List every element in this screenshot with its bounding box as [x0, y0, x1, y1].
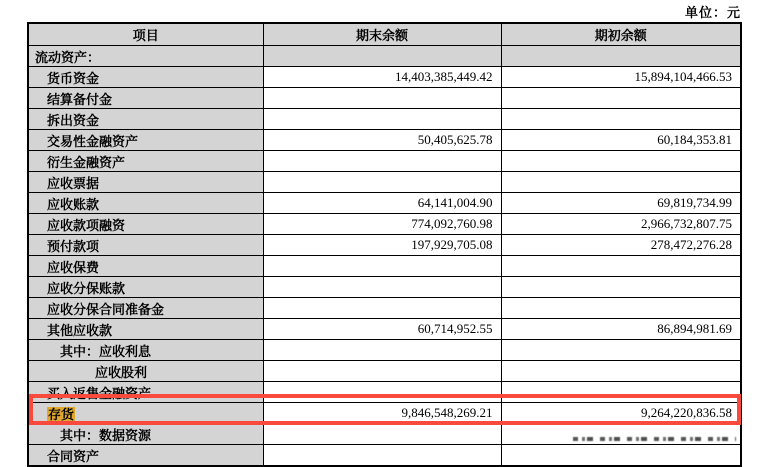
- table-row: [28, 256, 741, 277]
- row-label-cell: [28, 445, 263, 467]
- table-row: [28, 193, 741, 214]
- cell-beginning-balance: [501, 151, 741, 172]
- cell-ending-balance: 197,929,705.08: [263, 235, 501, 256]
- table-row: [28, 445, 741, 467]
- cell-beginning-balance: 86,894,981.69: [501, 319, 741, 340]
- cell-ending-balance: 14,403,385,449.42: [263, 67, 501, 88]
- cell-ending-balance: [263, 88, 501, 109]
- row-label: 其中：应收利息: [60, 343, 152, 359]
- row-label-cell: [28, 340, 263, 361]
- row-label: 合同资产: [47, 448, 100, 464]
- table-row: [28, 424, 741, 445]
- row-label-cell: [28, 193, 263, 214]
- cell-beginning-balance: [501, 340, 741, 361]
- row-label: 拆出资金: [47, 112, 100, 128]
- cell-ending-balance: [263, 424, 501, 445]
- cell-beginning-balance: [501, 298, 741, 319]
- row-label-cell: [28, 361, 263, 382]
- row-label: 结算备付金: [47, 91, 113, 107]
- cell-ending-balance: [263, 298, 501, 319]
- row-label-cell: [28, 67, 263, 88]
- row-label: 流动资产：: [35, 49, 101, 65]
- table-row: [28, 46, 741, 67]
- cell-beginning-balance: [501, 361, 741, 382]
- table-row: [28, 88, 741, 109]
- row-label: 货币资金: [47, 70, 100, 86]
- cell-beginning-balance: 69,819,734.99: [501, 193, 741, 214]
- cell-ending-balance: [263, 46, 501, 67]
- cell-beginning-balance: [501, 382, 741, 403]
- cell-ending-balance: 9,846,548,269.21: [263, 403, 501, 424]
- row-label-cell: [28, 235, 263, 256]
- row-label-cell: [28, 130, 263, 151]
- cell-beginning-balance: [501, 445, 741, 467]
- table-row: [28, 67, 741, 88]
- table-row: [28, 382, 741, 403]
- row-label: 应收分保账款: [47, 280, 126, 296]
- cell-beginning-balance: [501, 172, 741, 193]
- row-label-cell: [28, 277, 263, 298]
- cell-beginning-balance: [501, 88, 741, 109]
- row-label: 应收分保合同准备金: [47, 301, 165, 317]
- cell-beginning-balance: [501, 424, 741, 445]
- cell-beginning-balance: [501, 46, 741, 67]
- unit-label: 单位：元: [684, 5, 741, 20]
- row-label-cell: [28, 403, 263, 424]
- col-header-beginning-balance: 期初余额: [501, 23, 741, 46]
- cell-ending-balance: 50,405,625.78: [263, 130, 501, 151]
- cell-ending-balance: [263, 445, 501, 467]
- row-label: 买入返售金融资产: [47, 385, 152, 401]
- row-label-cell: [28, 172, 263, 193]
- cell-ending-balance: [263, 382, 501, 403]
- row-label-cell: [28, 382, 263, 403]
- table-row: [28, 172, 741, 193]
- table-row: [28, 235, 741, 256]
- row-label: 其中：数据资源: [60, 427, 152, 443]
- cell-ending-balance: 60,714,952.55: [263, 319, 501, 340]
- cell-beginning-balance: 278,472,276.28: [501, 235, 741, 256]
- cell-ending-balance: 64,141,004.90: [263, 193, 501, 214]
- row-label-cell: [28, 214, 263, 235]
- table-row: [28, 340, 741, 361]
- row-label: 衍生金融资产: [47, 154, 126, 170]
- row-label-cell: [28, 88, 263, 109]
- cell-ending-balance: [263, 277, 501, 298]
- row-label-cell: [28, 109, 263, 130]
- row-label: 交易性金融资产: [47, 133, 139, 149]
- row-label-cell: [28, 151, 263, 172]
- row-label: 应收保费: [47, 259, 100, 275]
- table-row: [28, 403, 741, 424]
- row-label-cell: [28, 424, 263, 445]
- cell-ending-balance: [263, 361, 501, 382]
- row-label-cell: [28, 46, 263, 67]
- cell-ending-balance: [263, 340, 501, 361]
- financial-table: [27, 22, 742, 467]
- row-label-cell: [28, 256, 263, 277]
- cell-ending-balance: [263, 109, 501, 130]
- table-row: [28, 151, 741, 172]
- table-row: [28, 361, 741, 382]
- col-header-ending-balance: 期末余额: [263, 23, 501, 46]
- row-label: 应收款项融资: [47, 217, 126, 233]
- cell-beginning-balance: [501, 277, 741, 298]
- table-row: [28, 298, 741, 319]
- row-label: 其他应收款: [47, 322, 113, 338]
- cell-ending-balance: [263, 172, 501, 193]
- col-header-item: 项目: [28, 23, 263, 46]
- row-label-cell: [28, 298, 263, 319]
- table-row: [28, 130, 741, 151]
- table-row: [28, 109, 741, 130]
- cell-ending-balance: 774,092,760.98: [263, 214, 501, 235]
- table-body: [28, 46, 741, 467]
- cell-beginning-balance: 15,894,104,466.53: [501, 67, 741, 88]
- header-row: [28, 23, 741, 46]
- cell-beginning-balance: [501, 109, 741, 130]
- cell-ending-balance: [263, 256, 501, 277]
- table-row: [28, 214, 741, 235]
- row-label: 应收账款: [47, 196, 100, 212]
- cell-beginning-balance: 60,184,353.81: [501, 130, 741, 151]
- cell-beginning-balance: 2,966,732,807.75: [501, 214, 741, 235]
- table-row: [28, 319, 741, 340]
- table-row: [28, 277, 741, 298]
- row-label: 应收股利: [95, 364, 148, 380]
- inventory-highlighted-label: 存货: [48, 406, 75, 422]
- row-label: 预付款项: [47, 238, 100, 254]
- cell-beginning-balance: [501, 256, 741, 277]
- row-label: 应收票据: [47, 175, 100, 191]
- row-label-cell: [28, 319, 263, 340]
- cell-beginning-balance: 9,264,220,836.58: [501, 403, 741, 424]
- cell-ending-balance: [263, 151, 501, 172]
